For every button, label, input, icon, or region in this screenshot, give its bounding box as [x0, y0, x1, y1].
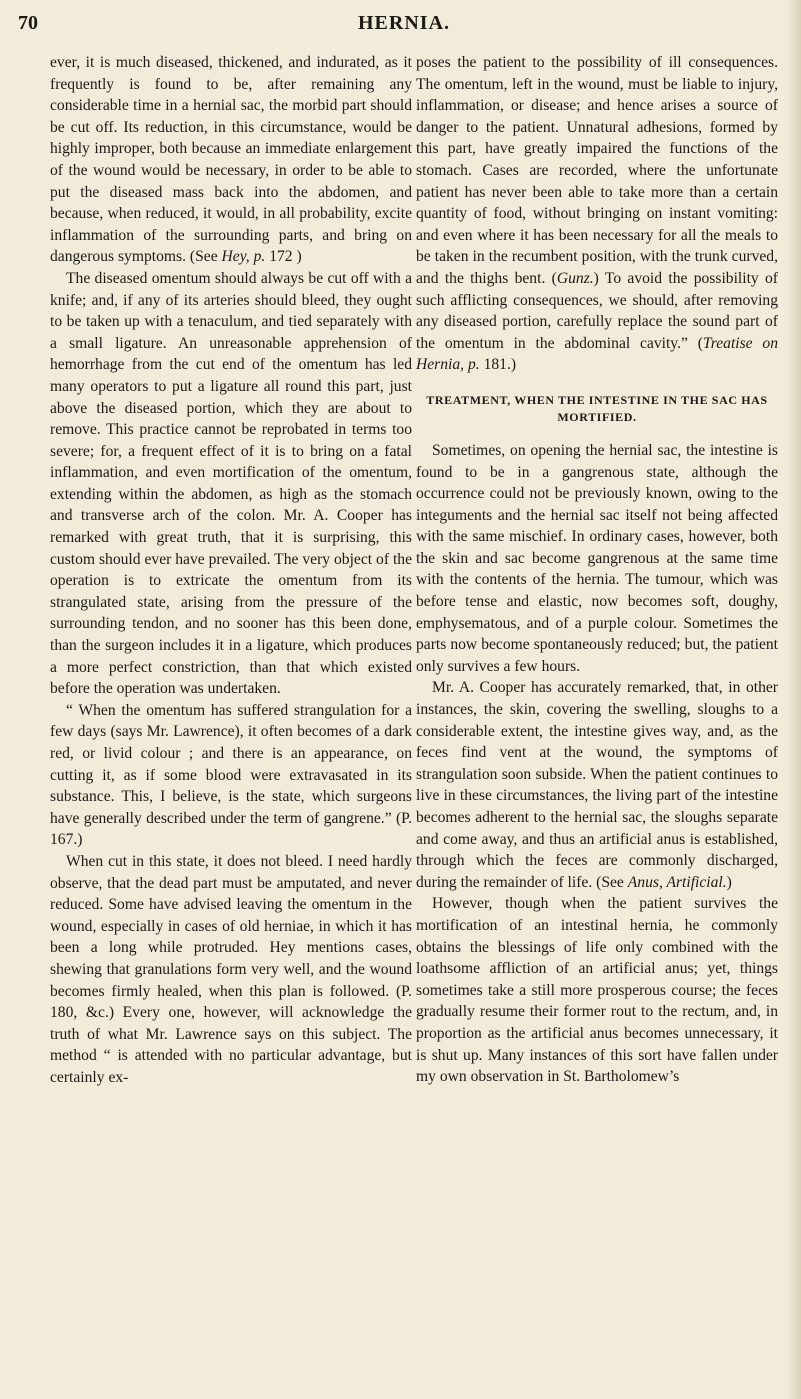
section-heading: TREATMENT, WHEN THE INTESTINE IN THE SAC HAS MORTIFIED. — [426, 392, 768, 424]
citation: Anus, Artificial. — [627, 873, 727, 891]
right-column — [416, 52, 778, 1088]
paragraph: Mr. A. Cooper has accurately remarked, that, in other instances, the skin, covering the swelling, sloughs to a considerable extent, the intestine gives way, and, as the feces find vent at the wound, the symptoms of strangulation soon subside. When the patient continues to live in these circumstances, the living part of the intestine becomes adherent to the hernial sac, the sloughs separate and come away, and thus an artificial anus is established, through which the feces are commonly discharged, during the remainder of life. (See Anus, Artificial.) — [416, 679, 778, 891]
paragraph: Sometimes, on opening the hernial sac, the intestine is found to be in a gangrenous state, although the occurrence could not be previously known, owing to the integuments and the hernial sac itself not being affected with the same mischief. In ordinary cases, however, both the skin and sac become gangrenous at the same time with the contents of the hernia. The tumour, which was before tense and elastic, now becomes soft, doughy, emphysematous, and of a purple colour. Sometimes the parts now become spontaneously reduced; but, the patient only survives a few hours. — [416, 441, 778, 675]
citation: Treatise on Hernia, p. — [416, 334, 778, 374]
page-header — [18, 12, 783, 42]
paragraph: However, though when the patient survives the mortification of an intestinal hernia, he commonly obtains the blessings of life only combined with the loathsome affliction of an artificial anus; yet, things sometimes take a still more prosperous course; the feces gradually resume their former rout to the rectum, and, in proportion as the artificial anus becomes unnecessary, it is shut up. Many instances of this sort have fallen under my own observation in St. Bartholomew’s — [416, 895, 778, 1086]
page-number: 70 — [18, 12, 38, 34]
citation: Hey, p. — [221, 248, 266, 266]
paragraph: The diseased omentum should always be cut off with a knife; and, if any of its arteries should bleed, they ought to be taken up with a tenaculum, and tied separately with a small ligature. An unreasonable apprehension of hemorrhage from the cut end of the omentum has led many operators to put a ligature all round this part, just above the diseased portion, which they are about to remove. This practice cannot be reprobated in terms too severe; for, a frequent effect of it is to bring on a fatal inflammation, and even mortification of the omentum, extending within the abdomen, as high as the stomach and transverse arch of the colon. Mr. A. Cooper has remarked with great truth, that it is surprising, this custom should ever have prevailed. The very object of the operation is to extricate the omentum from its strangulated state, arising from the pressure of the surrounding tendon, and no sooner has this been done, than the surgeon includes it in a ligature, which produces a more perfect constriction, than that which existed before the operation was undertaken. — [50, 269, 412, 698]
quote-paragraph: “ When the omentum has suffered strangulation for a few days (says Mr. Lawrence), it often becomes of a dark red, or livid colour ; and there is an appearance, on cutting it, as if some blood were extravasated in its substance. This, I believe, is the state, which surgeons have generally described under the term of gangrene.” (P. 167.) — [50, 701, 412, 849]
left-column — [50, 52, 412, 1089]
running-head: HERNIA. — [358, 12, 451, 34]
paragraph: ever, it is much diseased, thickened, and indurated, as it frequently is found to be, after remaining any considerable time in a hernial sac, the morbid part should be cut off. Its reduction, in this circumstance, would be highly improper, both because an immediate enlargement of the wound would be necessary, in order to be able to put the diseased mass back into the abdomen, and because, when reduced, it would, in all probability, excite inflammation of the surrounding parts, and bring on dangerous symptoms. (See Hey, p. 172 ) — [50, 54, 412, 266]
paragraph: poses the patient to the possibility of ill consequences. The omentum, left in the wound, must be liable to injury, inflammation, or disease; and hence arises a source of danger to the patient. Unnatural adhesions, formed by this part, have greatly impaired the functions of the stomach. Cases are recorded, where the unfortunate patient has never been able to take more than a certain quantity of food, without bringing on instant vomiting: and even where it has been necessary for all the meals to be taken in the recumbent position, with the trunk curved, and the thighs bent. (Gunz.) To avoid the possibility of such afflicting consequences, we should, after removing any diseased portion, carefully replace the sound part of the omentum in the abdominal cavity.” (Treatise on Hernia, p. 181.) — [416, 54, 778, 374]
page-edge — [787, 0, 801, 1399]
citation: Gunz. — [556, 269, 594, 287]
paragraph: When cut in this state, it does not bleed. I need hardly observe, that the dead part must be amputated, and never reduced. Some have advised leaving the omentum in the wound, especially in cases of old herniae, in which it has been a long while protruded. Hey mentions cases, shewing that granulations form very well, and the wound becomes firmly healed, when this plan is followed. (P. 180, &c.) Every one, however, will acknowledge the truth of what Mr. Lawrence says on this subject. The method “ is attended with no particular advantage, but certainly ex- — [50, 852, 412, 1086]
